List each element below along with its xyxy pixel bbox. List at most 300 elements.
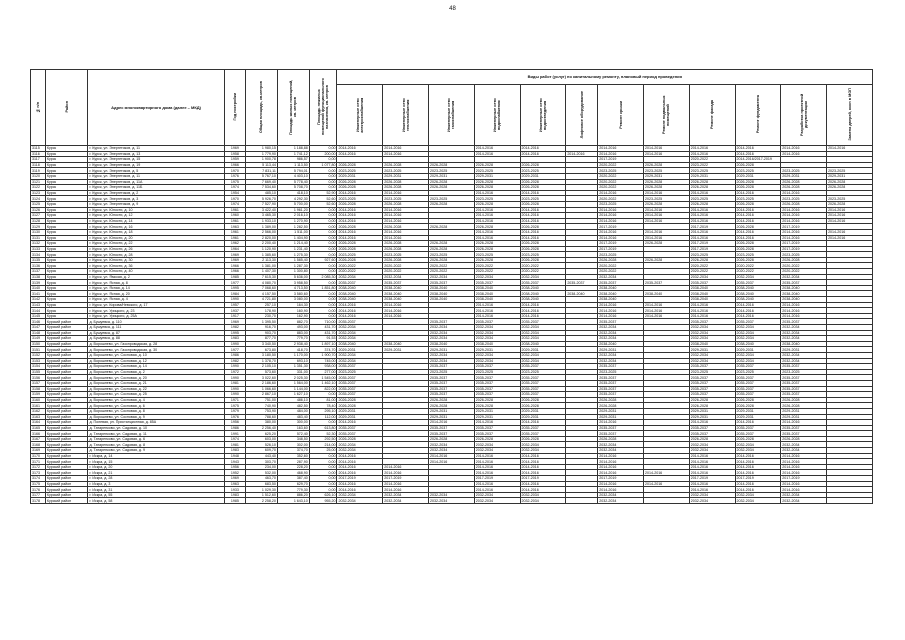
table-cell: 2014-2016	[383, 313, 429, 319]
table-cell: 2026-2028	[520, 162, 566, 168]
table-cell: 1983	[224, 336, 245, 342]
table-cell: 2026-2028	[429, 162, 475, 168]
header-work-5: Лифтовое оборудование	[566, 85, 598, 146]
table-cell: 2029-2031	[735, 173, 781, 179]
table-cell: г. Искра, д. 55	[88, 492, 224, 498]
table-cell: 2023-2025	[520, 252, 566, 258]
table-cell: 1 897,10	[309, 341, 337, 347]
table-cell: 2014-2016	[781, 308, 827, 314]
table-cell: 2032-2034	[337, 325, 383, 331]
table-cell: 2 105,10	[245, 364, 277, 370]
table-cell: 2026-2028	[383, 185, 429, 191]
table-cell: 2026-2028	[474, 179, 520, 185]
table-cell: 2038-2040	[689, 285, 735, 291]
table-cell: 2038-2040	[337, 291, 383, 297]
table-cell: 2032-2034	[689, 274, 735, 280]
table-cell: 2023-2025	[689, 252, 735, 258]
table-cell: 2038-2040	[429, 341, 475, 347]
table-cell: 277,00	[309, 369, 337, 375]
table-cell: 2014-2016	[598, 308, 644, 314]
table-cell: 2032-2034	[337, 498, 383, 504]
table-cell: 2023-2025	[598, 168, 644, 174]
table-cell: 2014-2016	[520, 146, 566, 152]
table-cell: Курский район	[45, 464, 88, 470]
table-cell: 955,20	[309, 498, 337, 504]
table-cell: 1983	[224, 492, 245, 498]
table-cell: 2032-2034	[781, 498, 827, 504]
table-cell: 2032-2034	[429, 325, 475, 331]
table-cell: 2017-2019	[383, 476, 429, 482]
table-cell: 3157	[31, 380, 46, 386]
header-work-2: Инженерные сети газоснабжения	[429, 85, 475, 146]
table-cell: 1957	[224, 302, 245, 308]
table-cell: 693,10	[277, 358, 309, 364]
table-cell: 0,00	[309, 218, 337, 224]
table-cell: 2032-2034	[474, 498, 520, 504]
table-cell: 2035-2037	[781, 375, 827, 381]
table-cell: 7 534,60	[245, 185, 277, 191]
table-cell: 112,00	[309, 414, 337, 420]
table-cell: 2020-2022	[689, 263, 735, 269]
table-cell: 2026-2028	[735, 257, 781, 263]
table-cell: 25,00	[309, 448, 337, 454]
table-cell: 2032-2034	[781, 330, 827, 336]
table-cell: 2014-2016	[520, 313, 566, 319]
table-cell: 2014-2016	[474, 207, 520, 213]
table-cell: 2026-2028	[689, 397, 735, 403]
table-cell: 2029-2031	[474, 347, 520, 353]
table-cell: 2032-2034	[598, 352, 644, 358]
table-cell: 2014-2016	[520, 235, 566, 241]
table-cell: 2014-2016	[689, 302, 735, 308]
table-cell: 2035-2037	[337, 380, 383, 386]
table-cell: 2038-2040	[474, 297, 520, 303]
table-cell: 2035-2037	[429, 319, 475, 325]
table-cell: 2023-2025	[689, 196, 735, 202]
table-cell: 2038-2040	[520, 297, 566, 303]
table-cell: Курск	[45, 213, 88, 219]
table-cell: 2014-2016	[781, 151, 827, 157]
table-cell: 2020-2022	[689, 157, 735, 163]
table-cell: 1954	[224, 190, 245, 196]
table-cell: 2029-2031	[781, 347, 827, 353]
table-cell: Курск	[45, 285, 88, 291]
table-cell: 2035-2037	[429, 425, 475, 431]
table-cell: 2026-2028	[781, 397, 827, 403]
table-cell: 2029-2031	[781, 408, 827, 414]
table-cell: г. Искра, д. 3	[88, 481, 224, 487]
table-cell: г. Искра, д. 58	[88, 498, 224, 504]
table-cell: д. Бушуевка, д. 111	[88, 325, 224, 331]
table-cell: 3123	[31, 190, 46, 196]
table-cell: 2017-2019	[689, 246, 735, 252]
table-cell: 3164	[31, 420, 46, 426]
table-cell: 2035-2037	[735, 364, 781, 370]
table-cell: 2014-2016	[735, 229, 781, 235]
table-cell: 2032-2034	[429, 498, 475, 504]
header-year: Год постройки	[224, 70, 245, 146]
table-cell: 2026-2028	[781, 179, 827, 185]
table-cell: 938,00	[309, 364, 337, 370]
table-cell: 2035-2037	[689, 380, 735, 386]
table-cell: 2014-2016	[735, 313, 781, 319]
table-cell: Курск	[45, 269, 88, 275]
table-cell: 387,40	[277, 476, 309, 482]
table-cell: 3140	[31, 285, 46, 291]
table-cell: 1976	[224, 173, 245, 179]
table-cell: 2020-2022	[598, 179, 644, 185]
table-cell: Курский район	[45, 492, 88, 498]
table-cell: 418,70	[277, 347, 309, 353]
table-cell: 380,00	[245, 420, 277, 426]
table-cell: 2032-2034	[689, 448, 735, 454]
table-cell: 3125	[31, 201, 46, 207]
table-cell: 2026-2028	[429, 201, 475, 207]
table-cell: 2017-2019	[689, 241, 735, 247]
table-cell: 2029-2031	[520, 347, 566, 353]
table-cell: 2035-2037	[598, 386, 644, 392]
table-cell: 609,70	[245, 448, 277, 454]
table-cell: 2014-2016	[474, 464, 520, 470]
table-cell: 2029-2031	[429, 408, 475, 414]
table-cell: 160,90	[277, 308, 309, 314]
table-cell: 2026-2028	[337, 257, 383, 263]
table-cell: 483,40	[277, 414, 309, 420]
table-cell: Курский район	[45, 352, 88, 358]
table-cell: 2020-2022	[598, 173, 644, 179]
table-cell: 2020-2022	[781, 269, 827, 275]
table-cell: 2014-2016	[520, 459, 566, 465]
table-cell: 0,00	[309, 207, 337, 213]
table-cell: 2038-2040	[337, 285, 383, 291]
header-area-nonliving: Площадь нежилых помещений функционального назначения, кв. метров	[309, 70, 337, 146]
table-cell: 2035-2037	[598, 364, 644, 370]
table-cell: 2020-2022	[520, 269, 566, 275]
table-cell: 1985	[224, 498, 245, 504]
table-cell: 2 820,00	[245, 235, 277, 241]
table-cell: 2014-2016	[689, 464, 735, 470]
table-cell: 2026-2028	[644, 179, 690, 185]
table-cell: 2032-2034	[474, 330, 520, 336]
table-cell: 3 465,30	[245, 213, 277, 219]
table-cell: 1960	[224, 213, 245, 219]
table-cell: 1990	[224, 341, 245, 347]
table-cell: 2038-2040	[383, 297, 429, 303]
table-cell: 2038-2040	[520, 285, 566, 291]
table-cell: 3134	[31, 252, 46, 258]
table-cell: г. Курск, ул. Энергетиков, д. 5	[88, 168, 224, 174]
table-cell: 2035-2037	[598, 431, 644, 437]
table-cell: 1977	[224, 347, 245, 353]
table-cell: 2026-2028	[520, 224, 566, 230]
table-cell: 3163	[31, 414, 46, 420]
table-cell: 1959	[224, 157, 245, 163]
table-cell: г. Курск, ул. Энергетиков, д. 11А	[88, 179, 224, 185]
table-cell: Курский район	[45, 325, 88, 331]
table-cell: 2014-2016	[735, 487, 781, 493]
table-cell: 2014-2016	[735, 481, 781, 487]
table-cell: 1958	[224, 151, 245, 157]
table-cell: 2035-2037	[520, 364, 566, 370]
table-cell: 2014-2016	[644, 313, 690, 319]
table-cell: 2014-2016	[644, 218, 690, 224]
table-cell: д. Татаренково, ул. Садовая, д. 11	[88, 431, 224, 437]
table-cell: 5 636,00	[277, 274, 309, 280]
table-cell: 779,70	[277, 336, 309, 342]
table-cell: 2035-2037	[735, 280, 781, 286]
table-cell: 2032-2034	[781, 352, 827, 358]
table-cell: 2023-2025	[429, 196, 475, 202]
table-cell: 3147	[31, 325, 46, 331]
table-cell: 2017-2019	[781, 224, 827, 230]
table-cell: 2035-2037	[429, 431, 475, 437]
table-cell: 1952	[224, 470, 245, 476]
table-cell: Курск	[45, 257, 88, 263]
table-cell: 2020-2022	[474, 263, 520, 269]
table-cell: 2026-2028	[735, 185, 781, 191]
table-cell: 2014-2016	[598, 213, 644, 219]
table-cell: 2014-2016	[735, 420, 781, 426]
table-cell: 2020-2022	[689, 269, 735, 275]
table-cell: 2038-2040	[520, 341, 566, 347]
table-cell: 2020-2022	[735, 269, 781, 275]
table-cell: 2023-2025	[474, 168, 520, 174]
table-cell: 1 627,10	[277, 392, 309, 398]
table-cell: 2035-2037	[474, 380, 520, 386]
table-cell: г. Курск, ул. Энергетиков, д. 11	[88, 173, 224, 179]
table-cell: 1961	[224, 218, 245, 224]
table-cell: д. Ворошнево, ул. Сосновая, д. 25	[88, 392, 224, 398]
table-cell: 1962	[224, 241, 245, 247]
table-cell: 2032-2034	[429, 352, 475, 358]
table-cell: 2035-2037	[735, 392, 781, 398]
table-cell: 2017-2019	[735, 476, 781, 482]
table-cell: 2020-2022	[520, 263, 566, 269]
table-cell: 2029-2031	[689, 173, 735, 179]
table-cell: 2014-2016	[520, 481, 566, 487]
table-cell: 91,53	[309, 336, 337, 342]
table-cell: 2014-2016	[474, 146, 520, 152]
table-cell: Курск	[45, 302, 88, 308]
table-cell: 2032-2034	[383, 274, 429, 280]
table-cell: 2014-2016	[735, 190, 781, 196]
table-cell: 1 545,00	[309, 375, 337, 381]
table-cell: 2014-2016	[735, 308, 781, 314]
header-works-title: Виды работ (услуг) по капитальному ремонту, плановый период проведения	[337, 70, 873, 85]
table-cell: 2014-2016	[474, 302, 520, 308]
table-cell: Курск	[45, 146, 88, 152]
table-cell: 3165	[31, 425, 46, 431]
table-cell: 2014-2016	[337, 146, 383, 152]
table-cell: 2026-2028	[644, 201, 690, 207]
table-cell: Курский район	[45, 380, 88, 386]
table-cell: 0,00	[309, 185, 337, 191]
table-cell: 2038-2040	[644, 291, 690, 297]
table-cell: 2014-2016	[337, 453, 383, 459]
table-cell: 2026-2028	[383, 257, 429, 263]
table-cell: 1 113,50	[277, 162, 309, 168]
table-cell: 2014-2016	[520, 470, 566, 476]
table-cell: 2014-2016	[689, 470, 735, 476]
table-cell: 2035-2037	[520, 280, 566, 286]
table-cell: 2038-2040	[598, 341, 644, 347]
table-cell: 2026-2028	[735, 246, 781, 252]
table-cell: 2026-2028	[689, 436, 735, 442]
table-cell: 2026-2028	[781, 436, 827, 442]
table-cell: 1 381,00	[245, 263, 277, 269]
table-cell: 1975	[224, 403, 245, 409]
table-cell: г. Искра, д. 14	[88, 453, 224, 459]
table-cell: 2014-2016	[781, 481, 827, 487]
table-cell: 2026-2028	[689, 179, 735, 185]
table-cell: 2014-2016	[781, 464, 827, 470]
table-cell: 2 186,60	[245, 380, 277, 386]
table-cell: 2014-2016	[474, 308, 520, 314]
table-cell: 1963	[224, 224, 245, 230]
table-cell: Курск	[45, 280, 88, 286]
table-cell: 348,50	[277, 436, 309, 442]
table-cell: 2029-2031	[474, 408, 520, 414]
table-cell: д. Бушуевка, д. 110	[88, 319, 224, 325]
table-cell: 2014-2016	[781, 207, 827, 213]
table-cell: 431,70	[309, 330, 337, 336]
table-cell: 2032-2034	[383, 492, 429, 498]
table-cell: 1 270,90	[277, 218, 309, 224]
table-cell: 2038-2040	[337, 297, 383, 303]
header-work-0: Инженерные сети электроснабжения	[337, 85, 383, 146]
table-cell: д. Ворошнево, ул. Сосновая, д. 8	[88, 408, 224, 414]
table-cell: 2038-2040	[735, 297, 781, 303]
table-cell: 2014-2016	[735, 151, 781, 157]
table-cell: 2017-2019	[598, 157, 644, 163]
table-cell: 1 564,00	[277, 380, 309, 386]
table-cell: 0,00	[309, 235, 337, 241]
table-cell: 2038-2040	[598, 297, 644, 303]
table-cell: 3116	[31, 151, 46, 157]
table-cell: 2014-2016	[429, 420, 475, 426]
table-cell: 2014-2016	[383, 190, 429, 196]
table-cell: 1 511,00	[277, 229, 309, 235]
table-cell: 3146	[31, 319, 46, 325]
table-cell: 1 120,90	[245, 246, 277, 252]
table-cell: 1956	[224, 464, 245, 470]
table-cell: 2 200,40	[245, 241, 277, 247]
table-cell: 2029-2031	[429, 347, 475, 353]
table-cell: 2032-2034	[474, 274, 520, 280]
table-cell: 2032-2034	[781, 492, 827, 498]
table-cell: 2026-2028	[827, 201, 873, 207]
table-cell: 0,00	[309, 308, 337, 314]
table-cell: 2014-2016	[337, 313, 383, 319]
table-cell: 2014-2016	[598, 190, 644, 196]
table-cell: 352,60	[277, 453, 309, 459]
table-cell: 2014-2016	[644, 146, 690, 152]
table-cell: 2014-2016	[337, 308, 383, 314]
table-cell: 2032-2034	[337, 330, 383, 336]
table-cell: 2014-2016	[735, 459, 781, 465]
table-cell: 788,60	[245, 414, 277, 420]
table-cell: 1 351,30	[277, 364, 309, 370]
table-cell: д. Татаренково, ул. Садовая, д. 10	[88, 425, 224, 431]
header-num: № п/п	[31, 70, 46, 146]
table-cell: 2032-2034	[735, 274, 781, 280]
table-cell: 3151	[31, 347, 46, 353]
table-cell: 2026-2028	[383, 201, 429, 207]
table-cell: 683,50	[245, 481, 277, 487]
table-cell: 2026-2028	[735, 179, 781, 185]
table-cell: 0,00	[309, 157, 337, 163]
table-cell: 2035-2037	[520, 375, 566, 381]
table-cell: 0,00	[309, 313, 337, 319]
table-cell: 2014-2016	[781, 459, 827, 465]
table-cell: 2032-2034	[520, 448, 566, 454]
table-cell	[566, 498, 598, 504]
table-cell: 3138	[31, 274, 46, 280]
table-cell: 2038-2040	[520, 291, 566, 297]
table-cell: 3121	[31, 179, 46, 185]
table-cell: 0,00	[309, 246, 337, 252]
table-cell: 1 851,80	[309, 285, 337, 291]
table-cell: 2032-2034	[337, 448, 383, 454]
table-cell: 3142	[31, 297, 46, 303]
table-cell: 0,00	[309, 146, 337, 152]
table-cell: Курск	[45, 168, 88, 174]
table-cell: 903,70	[245, 330, 277, 336]
table-cell: 3171	[31, 459, 46, 465]
table-cell: 1 188,88	[277, 146, 309, 152]
table-cell: 2029-2031	[429, 173, 475, 179]
table-cell: 0,00	[309, 173, 337, 179]
table-cell: 2026-2028	[598, 403, 644, 409]
table-cell: 3 422,40	[245, 207, 277, 213]
table-cell: 2014-2016	[383, 308, 429, 314]
table-cell: 2026-2028	[429, 179, 475, 185]
table-cell: 2014-2016	[644, 151, 690, 157]
table-cell: д. Ворошнево, ул. Сосновая, д. 20	[88, 375, 224, 381]
table-cell: г. Курск, ул. Юности, д. 10	[88, 207, 224, 213]
table-cell: 2026-2028	[735, 241, 781, 247]
table-cell: г. Курск, ул. Энергетиков, д. 9	[88, 201, 224, 207]
table-cell: 2026-2028	[383, 246, 429, 252]
table-cell: 2032-2034	[520, 352, 566, 358]
table-cell: 0,00	[309, 297, 337, 303]
table-cell: 2014-2016	[598, 146, 644, 152]
table-cell: Курский район	[45, 336, 88, 342]
table-cell: 2014-2016	[383, 487, 429, 493]
table-cell: 2035-2037	[781, 364, 827, 370]
table-cell: 2026-2028	[689, 201, 735, 207]
table-cell: Курский район	[45, 498, 88, 504]
table-cell: 2014-2016	[337, 207, 383, 213]
table-cell: 2014-2016	[644, 207, 690, 213]
table-cell: 883,00	[277, 330, 309, 336]
table-cell: 2029-2031	[689, 408, 735, 414]
table-cell: 2026-2028	[429, 257, 475, 263]
table-cell: 886,20	[277, 492, 309, 498]
table-cell: 3132	[31, 241, 46, 247]
table-cell: 2014-2016	[474, 487, 520, 493]
header-work-4: Инженерные сети водоотведения	[520, 85, 566, 146]
table-cell: 1990	[224, 364, 245, 370]
table-cell: 0,00	[309, 476, 337, 482]
table-cell: 228,20	[277, 464, 309, 470]
table-cell: 2014-2016	[337, 190, 383, 196]
table-cell: 2035-2037	[337, 280, 383, 286]
table-cell: Курский район	[45, 476, 88, 482]
table-cell: 740,90	[245, 403, 277, 409]
table-cell: 2023-2025	[644, 168, 690, 174]
table-cell: 2 258,20	[245, 498, 277, 504]
